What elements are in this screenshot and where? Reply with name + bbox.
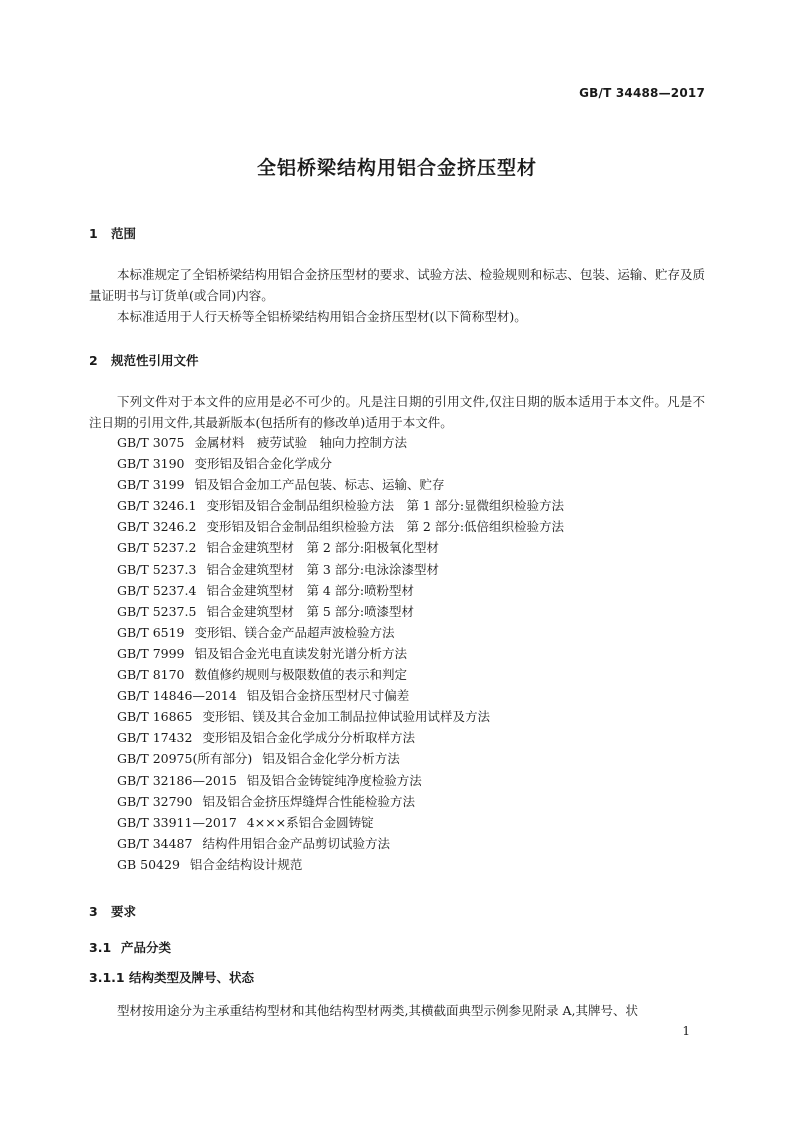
- reference-item: [117, 643, 564, 664]
- reference-item: [117, 791, 564, 812]
- section-number: 3: [89, 904, 98, 919]
- reference-code: GB/T 5237.4: [117, 582, 197, 598]
- reference-title: 变形铝及铝合金制品组织检验方法 第 2 部分:低倍组织检验方法: [206, 519, 565, 535]
- reference-title: 铝及铝合金挤压型材尺寸偏差: [246, 688, 410, 704]
- reference-title: 变形铝及铝合金制品组织检验方法 第 1 部分:显微组织检验方法: [206, 498, 565, 514]
- reference-code: GB/T 33911—2017: [117, 814, 237, 830]
- scope-paragraph-2: 本标准适用于人行天桥等全铝桥梁结构用铝合金挤压型材(以下简称型材)。: [117, 309, 527, 324]
- reference-title: 结构件用铝合金产品剪切试验方法: [202, 835, 390, 851]
- reference-title: 金属材料 疲劳试验 轴向力控制方法: [194, 435, 408, 450]
- scope-paragraph-1: 本标准规定了全铝桥梁结构用铝合金挤压型材的要求、试验方法、检验规则和标志、包装、运输、贮存及质量证明书与订货单(或合同)内容。: [89, 267, 705, 303]
- reference-item: [117, 537, 564, 558]
- reference-item: [117, 854, 564, 875]
- classification-paragraph: 型材按用途分为主承重结构型材和其他结构型材两类,其横截面典型示例参见附录 A,其牌号、状: [117, 1003, 638, 1018]
- section-number: 2: [89, 353, 98, 368]
- section-number: 3.1: [89, 940, 112, 955]
- section-3-heading: [89, 902, 136, 920]
- reference-title: 铝合金建筑型材 第 4 部分:喷粉型材: [206, 582, 415, 598]
- reference-title: 铝合金建筑型材 第 3 部分:电泳涂漆型材: [206, 561, 440, 577]
- reference-title: 铝合金建筑型材 第 5 部分:喷漆型材: [206, 603, 415, 619]
- reference-code: GB 50429: [117, 856, 180, 872]
- reference-item: [117, 559, 564, 580]
- reference-title: 铝合金建筑型材 第 2 部分:阳极氧化型材: [206, 540, 440, 556]
- section-3-1-heading: [89, 938, 171, 956]
- reference-code: GB/T 34487: [117, 835, 193, 851]
- reference-code: GB/T 20975(所有部分): [117, 751, 253, 767]
- section-title: 结构类型及牌号、状态: [129, 970, 255, 985]
- reference-list: [117, 432, 564, 875]
- section-title: 要求: [111, 904, 137, 919]
- page-number: 1: [682, 1024, 690, 1038]
- reference-item: [117, 833, 564, 854]
- reference-code: GB/T 3199: [117, 477, 185, 493]
- reference-title: 铝及铝合金加工产品包装、标志、运输、贮存: [194, 477, 445, 493]
- references-intro: 下列文件对于本文件的应用是必不可少的。凡是注日期的引用文件,仅注日期的版本适用于本文件。凡是不注日期的引用文件,其最新版本(包括所有的修改单)适用于本文件。: [89, 394, 705, 430]
- reference-title: 变形铝、镁及其合金加工制品拉伸试验用试样及方法: [202, 709, 490, 725]
- section-number: 3.1.1: [89, 970, 125, 985]
- reference-code: GB/T 6519: [117, 624, 185, 640]
- reference-item: [117, 601, 564, 622]
- reference-item: [117, 474, 564, 495]
- section-title: 规范性引用文件: [111, 353, 199, 368]
- reference-code: GB/T 32790: [117, 793, 193, 809]
- reference-title: 铝及铝合金铸锭纯净度检验方法: [246, 772, 422, 788]
- reference-item: [117, 727, 564, 748]
- reference-item: [117, 516, 564, 537]
- reference-code: GB/T 5237.5: [117, 603, 197, 619]
- reference-code: GB/T 3190: [117, 456, 185, 472]
- reference-item: [117, 664, 564, 685]
- reference-item: [117, 432, 564, 453]
- document-title: 全铝桥梁结构用铝合金挤压型材: [256, 157, 537, 179]
- reference-item: [117, 706, 564, 727]
- reference-item: [117, 812, 564, 833]
- reference-item: [117, 453, 564, 474]
- reference-title: 数值修约规则与极限数值的表示和判定: [194, 667, 408, 683]
- section-title: 产品分类: [121, 940, 172, 955]
- section-number: 1: [89, 226, 98, 241]
- section-2-heading: [89, 351, 199, 369]
- reference-item: [117, 748, 564, 769]
- reference-title: 铝及铝合金光电直读发射光谱分析方法: [194, 645, 408, 661]
- reference-title: 变形铝、镁合金产品超声波检验方法: [194, 624, 395, 640]
- reference-item: [117, 685, 564, 706]
- reference-code: GB/T 32186—2015: [117, 772, 237, 788]
- section-title: 范围: [111, 226, 137, 241]
- reference-code: GB/T 16865: [117, 709, 193, 725]
- section-3-1-1-heading: [89, 968, 254, 986]
- reference-title: 变形铝及铝合金化学成分: [194, 456, 333, 472]
- standard-number: GB/T 34488—2017: [579, 86, 705, 100]
- reference-item: [117, 495, 564, 516]
- reference-code: GB/T 8170: [117, 667, 185, 683]
- reference-title: 铝合金结构设计规范: [189, 856, 303, 872]
- reference-code: GB/T 7999: [117, 645, 185, 661]
- reference-title: 4×××系铝合金圆铸锭: [246, 814, 374, 830]
- reference-code: GB/T 3246.2: [117, 519, 197, 535]
- reference-title: 变形铝及铝合金化学成分分析取样方法: [202, 730, 415, 746]
- reference-item: [117, 770, 564, 791]
- reference-code: GB/T 5237.2: [117, 540, 197, 556]
- reference-item: [117, 580, 564, 601]
- reference-title: 铝及铝合金挤压焊缝焊合性能检验方法: [202, 793, 415, 809]
- reference-code: GB/T 3246.1: [117, 498, 197, 514]
- reference-item: [117, 622, 564, 643]
- reference-code: GB/T 3075: [117, 435, 185, 450]
- reference-code: GB/T 17432: [117, 730, 193, 746]
- reference-code: GB/T 5237.3: [117, 561, 197, 577]
- reference-code: GB/T 14846—2014: [117, 688, 237, 704]
- reference-title: 铝及铝合金化学分析方法: [262, 751, 400, 767]
- section-1-heading: [89, 224, 136, 242]
